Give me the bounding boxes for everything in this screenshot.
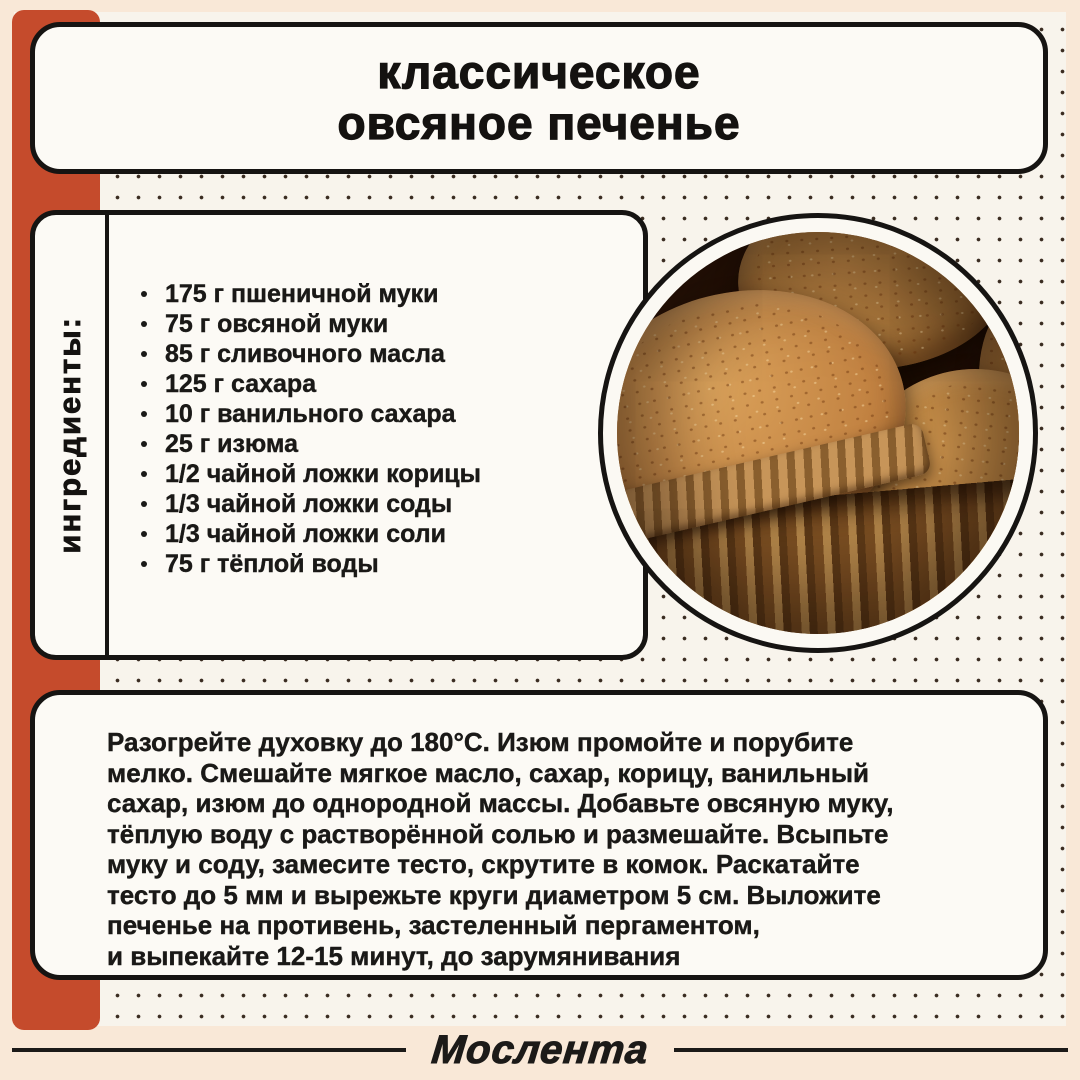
instructions-line: Разогрейте духовку до 180°C. Изюм промойте и порубите	[107, 727, 854, 757]
ingredients-label-column	[35, 215, 109, 655]
instructions-line: печенье на противень, застеленный пергаментом,	[107, 910, 760, 940]
ingredient-item: 25 г изюма	[165, 429, 481, 459]
footer	[12, 1026, 1068, 1074]
ingredient-item: 1/3 чайной ложки соли	[165, 519, 481, 549]
ingredient-item: 75 г тёплой воды	[165, 549, 481, 579]
instructions-line: сахар, изюм до однородной массы. Добавьте овсяную муку,	[107, 788, 894, 818]
instructions-line: муку и соду, замесите тесто, скрутите в комок. Раскатайте	[107, 849, 860, 879]
instructions-line: мелко. Смешайте мягкое масло, сахар, корицу, ванильный	[107, 757, 870, 788]
ingredient-item: 175 г пшеничной муки	[165, 279, 481, 309]
ingredient-item: 1/2 чайной ложки корицы	[165, 460, 482, 488]
page-title-line-2: овсяное печенье	[337, 97, 741, 149]
ingredients-label: ингредиенты:	[52, 316, 87, 554]
footer-rule-right	[674, 1048, 1068, 1052]
instructions-line: тесто до 5 мм и вырежьте круги диаметром 5 см. Выложите	[107, 879, 881, 910]
title-box	[30, 22, 1048, 174]
ingredient-item: 1/3 чайной ложки соды	[165, 489, 481, 519]
ingredient-list	[109, 215, 489, 655]
ingredient-item: 125 г сахара	[165, 369, 481, 399]
brand-logo: Мослента	[429, 1027, 651, 1072]
ingredient-item: 85 г сливочного масла	[165, 339, 481, 369]
ingredient-item: 75 г овсяной муки	[165, 309, 481, 339]
page-title-line-1: классическое	[377, 46, 701, 98]
photo-vignette	[617, 232, 1019, 634]
instructions-panel	[30, 690, 1048, 980]
ingredients-panel	[30, 210, 648, 660]
instructions-text	[107, 727, 1007, 971]
ingredient-item: 10 г ванильного сахара	[165, 399, 481, 429]
cookies-photo-frame	[598, 213, 1038, 653]
instructions-line: и выпекайте 12-15 минут, до зарумянивания	[107, 940, 681, 971]
instructions-line: тёплую воду с растворённой солью и размешайте. Всыпьте	[107, 818, 889, 849]
footer-rule-left	[12, 1048, 406, 1052]
cookies-photo	[617, 232, 1019, 634]
